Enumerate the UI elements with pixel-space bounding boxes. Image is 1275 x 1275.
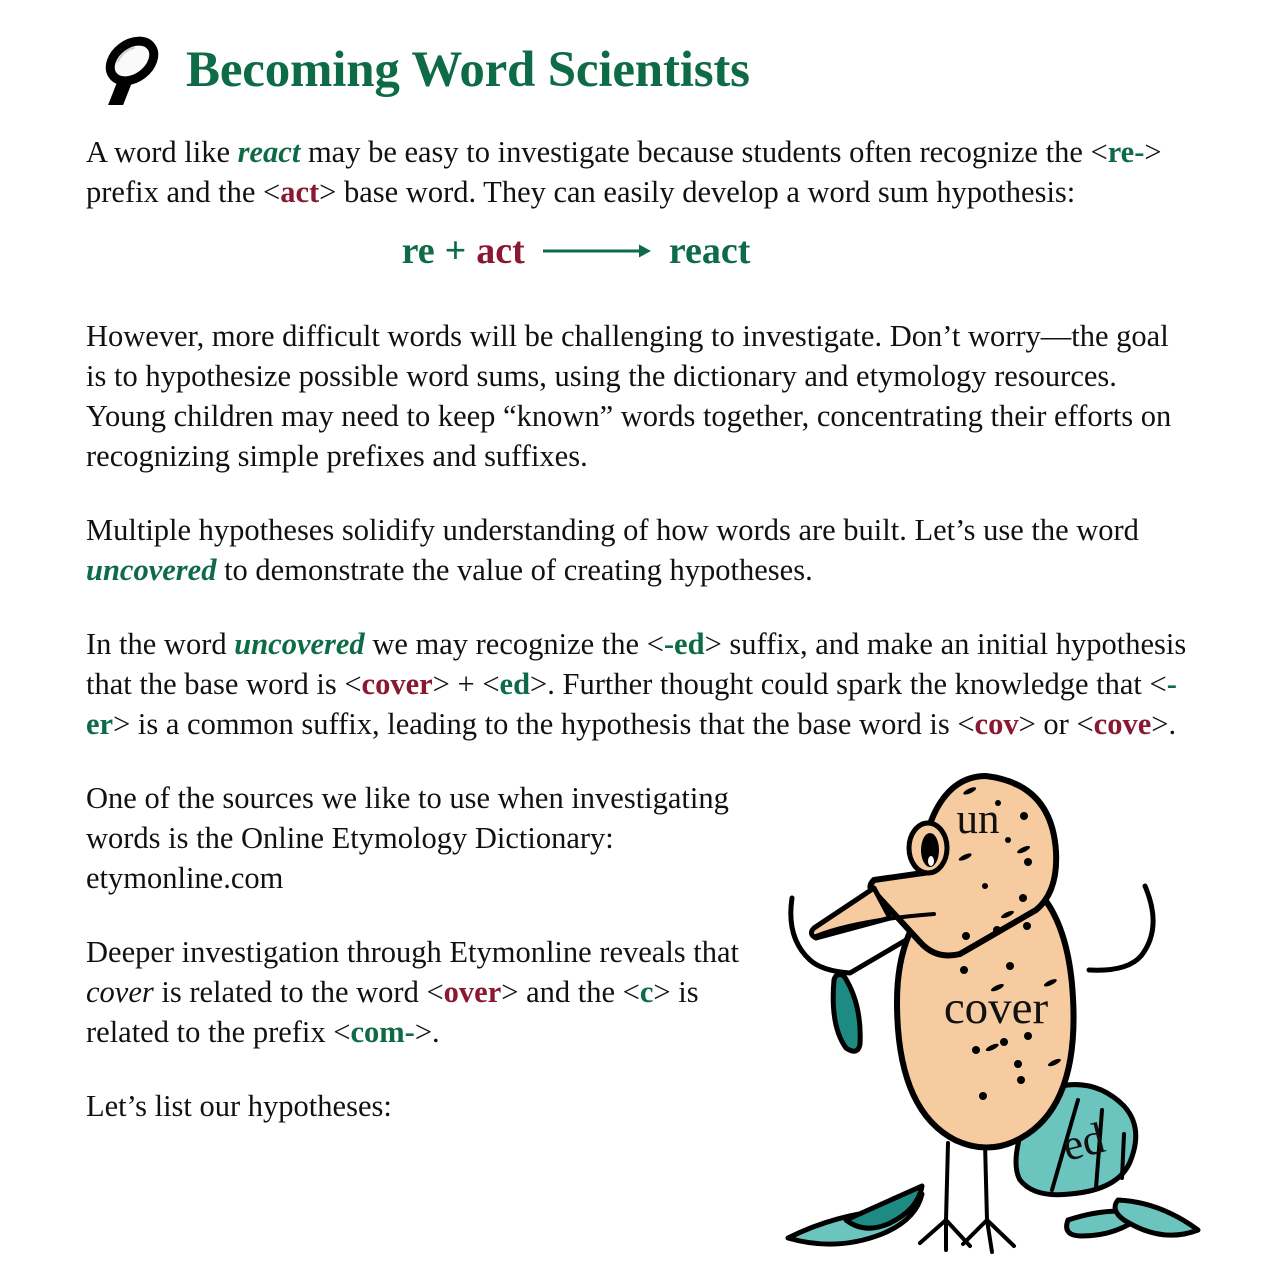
morpheme-cove-base: cove <box>1093 707 1152 741</box>
p1-text-d: base word. They can easily develop a word sum hypothesis: <box>336 175 1076 209</box>
ground-feather-left-upper <box>846 1186 922 1228</box>
p1-text-a: A word like <box>86 135 238 169</box>
p4-text-a: In the word <box>86 627 235 661</box>
bracket-close-4: > <box>432 667 450 701</box>
left-leg <box>946 1143 948 1220</box>
bracket-open-7: < <box>957 707 975 741</box>
paragraph-5: One of the sources we like to use when investigating words is the Online Etymology Dictionary: etymonline.com <box>86 781 729 895</box>
paragraph-4 <box>86 624 1196 744</box>
p4-text-g: or <box>1035 707 1077 741</box>
word-uncovered-2: uncovered <box>234 627 365 661</box>
bracket-open-6: < <box>1149 667 1167 701</box>
paragraph-2: However, more difficult words will be challenging to investigate. Don’t worry—the goal is to hypothesize possible word sums, using the dictionary and etymology resources. Young children may need to keep “known” words together, concentrating their efforts on recognizing simple prefixes and suffixes. <box>86 319 1172 473</box>
bracket-close-2: > <box>319 175 337 209</box>
word-cover-italic: cover <box>86 975 154 1009</box>
p6-text-c: and the <box>518 975 623 1009</box>
morpheme-re-prefix: re- <box>1107 135 1145 169</box>
morpheme-cover-base: cover <box>361 667 433 701</box>
paragraph-3 <box>86 510 1196 590</box>
bracket-open-1: < <box>1090 135 1108 169</box>
arrow-right-icon <box>541 241 653 261</box>
right-leg <box>985 1143 987 1220</box>
p4-text-c: suffix, and make an initial hypothesis that the base word is <box>86 627 1187 701</box>
p6-text-b: is related to the word <box>153 975 427 1009</box>
bracket-close-8: > <box>1151 707 1169 741</box>
bracket-close-5: > <box>530 667 548 701</box>
morpheme-ed-base: ed <box>499 667 531 701</box>
bracket-close-11: > <box>414 1015 433 1049</box>
equation-plus-sign: + <box>444 230 467 272</box>
bracket-open-4: < <box>344 667 362 701</box>
equation-prefix-re: re <box>401 230 435 272</box>
page-title: Becoming Word Scientists <box>186 41 750 98</box>
bracket-open-3: < <box>646 627 664 661</box>
equation-result-react: react <box>668 230 751 272</box>
feather-hanging-left <box>833 975 860 1052</box>
bracket-open-8: < <box>1076 707 1094 741</box>
right-foot-toe-1 <box>963 1220 987 1244</box>
bracket-close-1: > <box>1144 135 1162 169</box>
ground-feather-right-upper <box>1115 1200 1198 1235</box>
bracket-open-10: < <box>622 975 640 1009</box>
morpheme-over-base: over <box>443 975 502 1009</box>
p6-text-a: Deeper investigation through Etymonline reveals that <box>86 935 740 969</box>
morpheme-ed-suffix: -ed <box>663 627 705 661</box>
bracket-open-11: < <box>333 1015 351 1049</box>
p6-text-d: is related to the prefix <box>86 975 699 1049</box>
p4-text-d: + <box>449 667 483 701</box>
p3-text-a: Multiple hypotheses solidify understanding of how words are built. Let’s use the word <box>86 513 1139 547</box>
bird-eye-glint <box>928 856 934 866</box>
bird-body-label: cover <box>943 982 1049 1034</box>
uncovered-bird-illustration <box>780 758 1210 1263</box>
page-header <box>86 30 750 110</box>
equation-base-act: act <box>476 230 525 272</box>
bracket-close-10: > <box>653 975 671 1009</box>
p1-text-c: prefix and the <box>86 175 263 209</box>
p4-text-e: . Further thought could spark the knowledge that <box>547 667 1150 701</box>
bird-tail-label: ed <box>1057 1113 1110 1171</box>
p4-text-h: . <box>1168 707 1177 741</box>
word-uncovered-1: uncovered <box>86 553 217 587</box>
morpheme-c-base: c <box>639 975 654 1009</box>
bracket-open-5: < <box>482 667 500 701</box>
p3-text-b: to demonstrate the value of creating hypotheses. <box>216 553 813 587</box>
word-sum-equation <box>86 232 1196 270</box>
morpheme-com-prefix: com- <box>350 1015 415 1049</box>
p6-text-e: . <box>432 1015 440 1049</box>
tail-vane-3 <box>1122 1134 1124 1178</box>
paragraph-7: Let’s list our hypotheses: <box>86 1089 392 1123</box>
magnifying-glass-icon <box>86 35 168 105</box>
morpheme-er-suffix: -er <box>86 667 1177 741</box>
p4-text-f: is a common suffix, leading to the hypothesis that the base word is <box>130 707 958 741</box>
bracket-open-2: < <box>263 175 281 209</box>
paragraph-6 <box>86 932 786 1052</box>
bracket-close-9: > <box>501 975 519 1009</box>
morpheme-cov-base: cov <box>974 707 1019 741</box>
bird-beak <box>811 888 890 938</box>
bird-head-label: un <box>956 796 1000 843</box>
p4-text-b: we may recognize the <box>364 627 647 661</box>
p1-text-b: may be easy to investigate because students often recognize the <box>300 135 1091 169</box>
left-foot-toe-1 <box>920 1220 946 1243</box>
bracket-open-9: < <box>426 975 444 1009</box>
bracket-close-6: > <box>113 707 131 741</box>
right-wing-outline <box>1089 886 1153 970</box>
morpheme-act-base: act <box>280 175 320 209</box>
paragraph-1 <box>86 132 1196 212</box>
word-react-italic: react <box>237 135 301 169</box>
bracket-close-3: > <box>704 627 722 661</box>
bracket-close-7: > <box>1018 707 1036 741</box>
